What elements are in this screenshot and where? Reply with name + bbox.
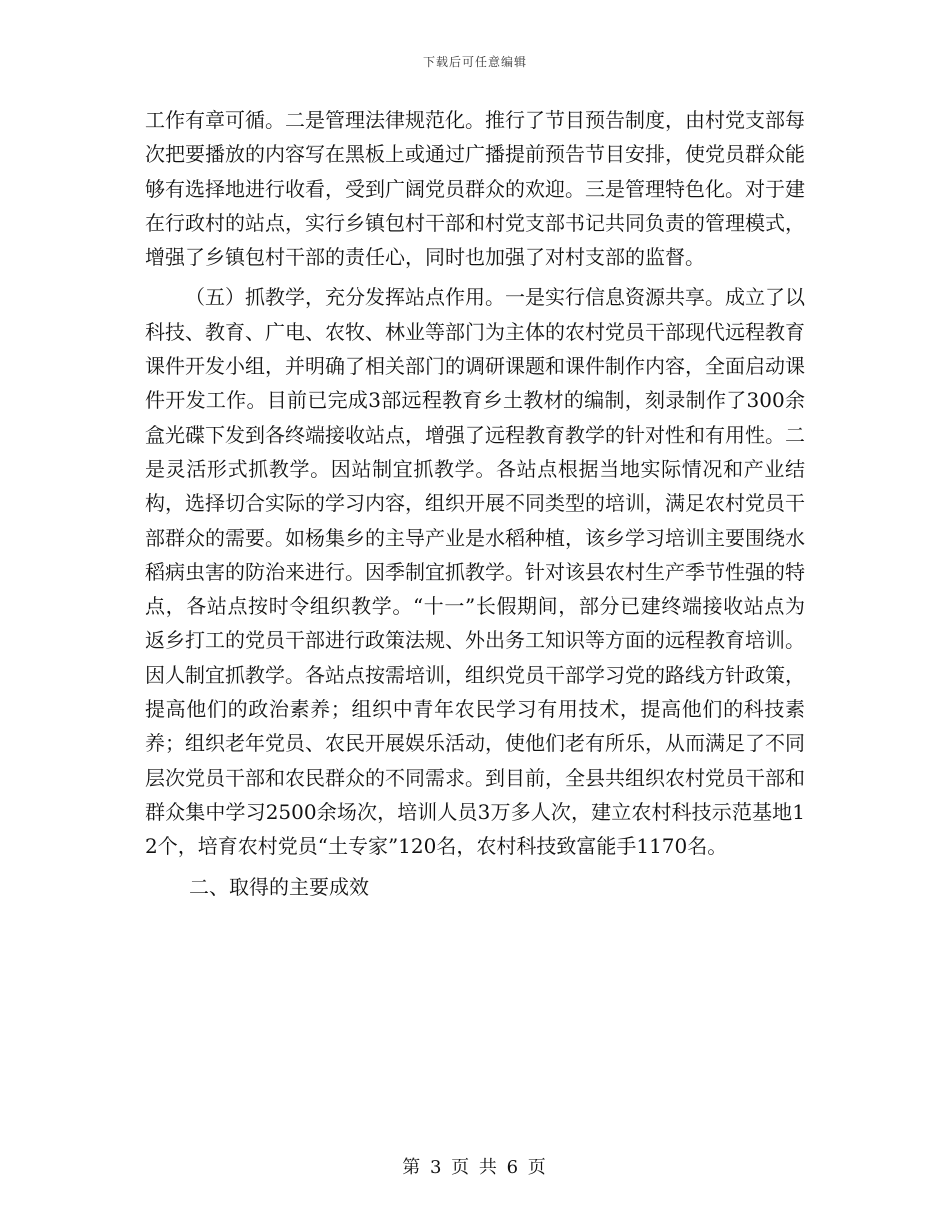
document-body <box>145 103 805 904</box>
paragraph-teaching: （五）抓教学，充分发挥站点作用。一是实行信息资源共享。成立了以科技、教育、广电、农牧、林业等部门为主体的农村党员干部现代远程教育课件开发小组，并明确了相关部门的调研课题和课件制作内容，全面启动课件开发工作。目前已完成3部远程教育乡土教材的编制，刻录制作了300余盒光碟下发到各终端接收站点，增强了远程教育教学的针对性和有用性。二是灵活形式抓教学。因站制宜抓教学。各站点根据当地实际情况和产业结构，选择切合实际的学习内容，组织开展不同类型的培训，满足农村党员干部群众的需要。如杨集乡的主导产业是水稻种植，该乡学习培训主要围绕水稻病虫害的防治来进行。因季制宜抓教学。针对该县农村生产季节性强的特点，各站点按时令组织教学。“十一”长假期间，部分已建终端接收站点为返乡打工的党员干部进行政策法规、外出务工知识等方面的远程教育培训。因人制宜抓教学。各站点按需培训，组织党员干部学习党的路线方针政策，提高他们的政治素养；组织中青年农民学习有用技术，提高他们的科技素养；组织老年党员、农民开展娱乐活动，使他们老有所乐，从而满足了不同层次党员干部和农民群众的不同需求。到目前，全县共组织农村党员干部和群众集中学习2500余场次，培训人员3万多人次，建立农村科技示范基地12个，培育农村党员“土专家”120名，农村科技致富能手1170名。 <box>145 285 805 859</box>
page-number: 第 3 页 共 6 页 <box>402 1157 548 1178</box>
paragraph-management: 工作有章可循。二是管理法律规范化。推行了节目预告制度，由村党支部每次把要播放的内容写在黑板上或通过广播提前预告节目安排，使党员群众能够有选择地进行收看，受到广阔党员群众的欢迎。三是管理特色化。对于建在行政村的站点，实行乡镇包村干部和村党支部书记共同负责的管理模式，增强了乡镇包村干部的责任心，同时也加强了对村支部的监督。 <box>145 108 805 270</box>
page-header: 下载后可任意编辑 <box>422 55 527 69</box>
section-heading: 二、取得的主要成效 <box>189 874 369 899</box>
